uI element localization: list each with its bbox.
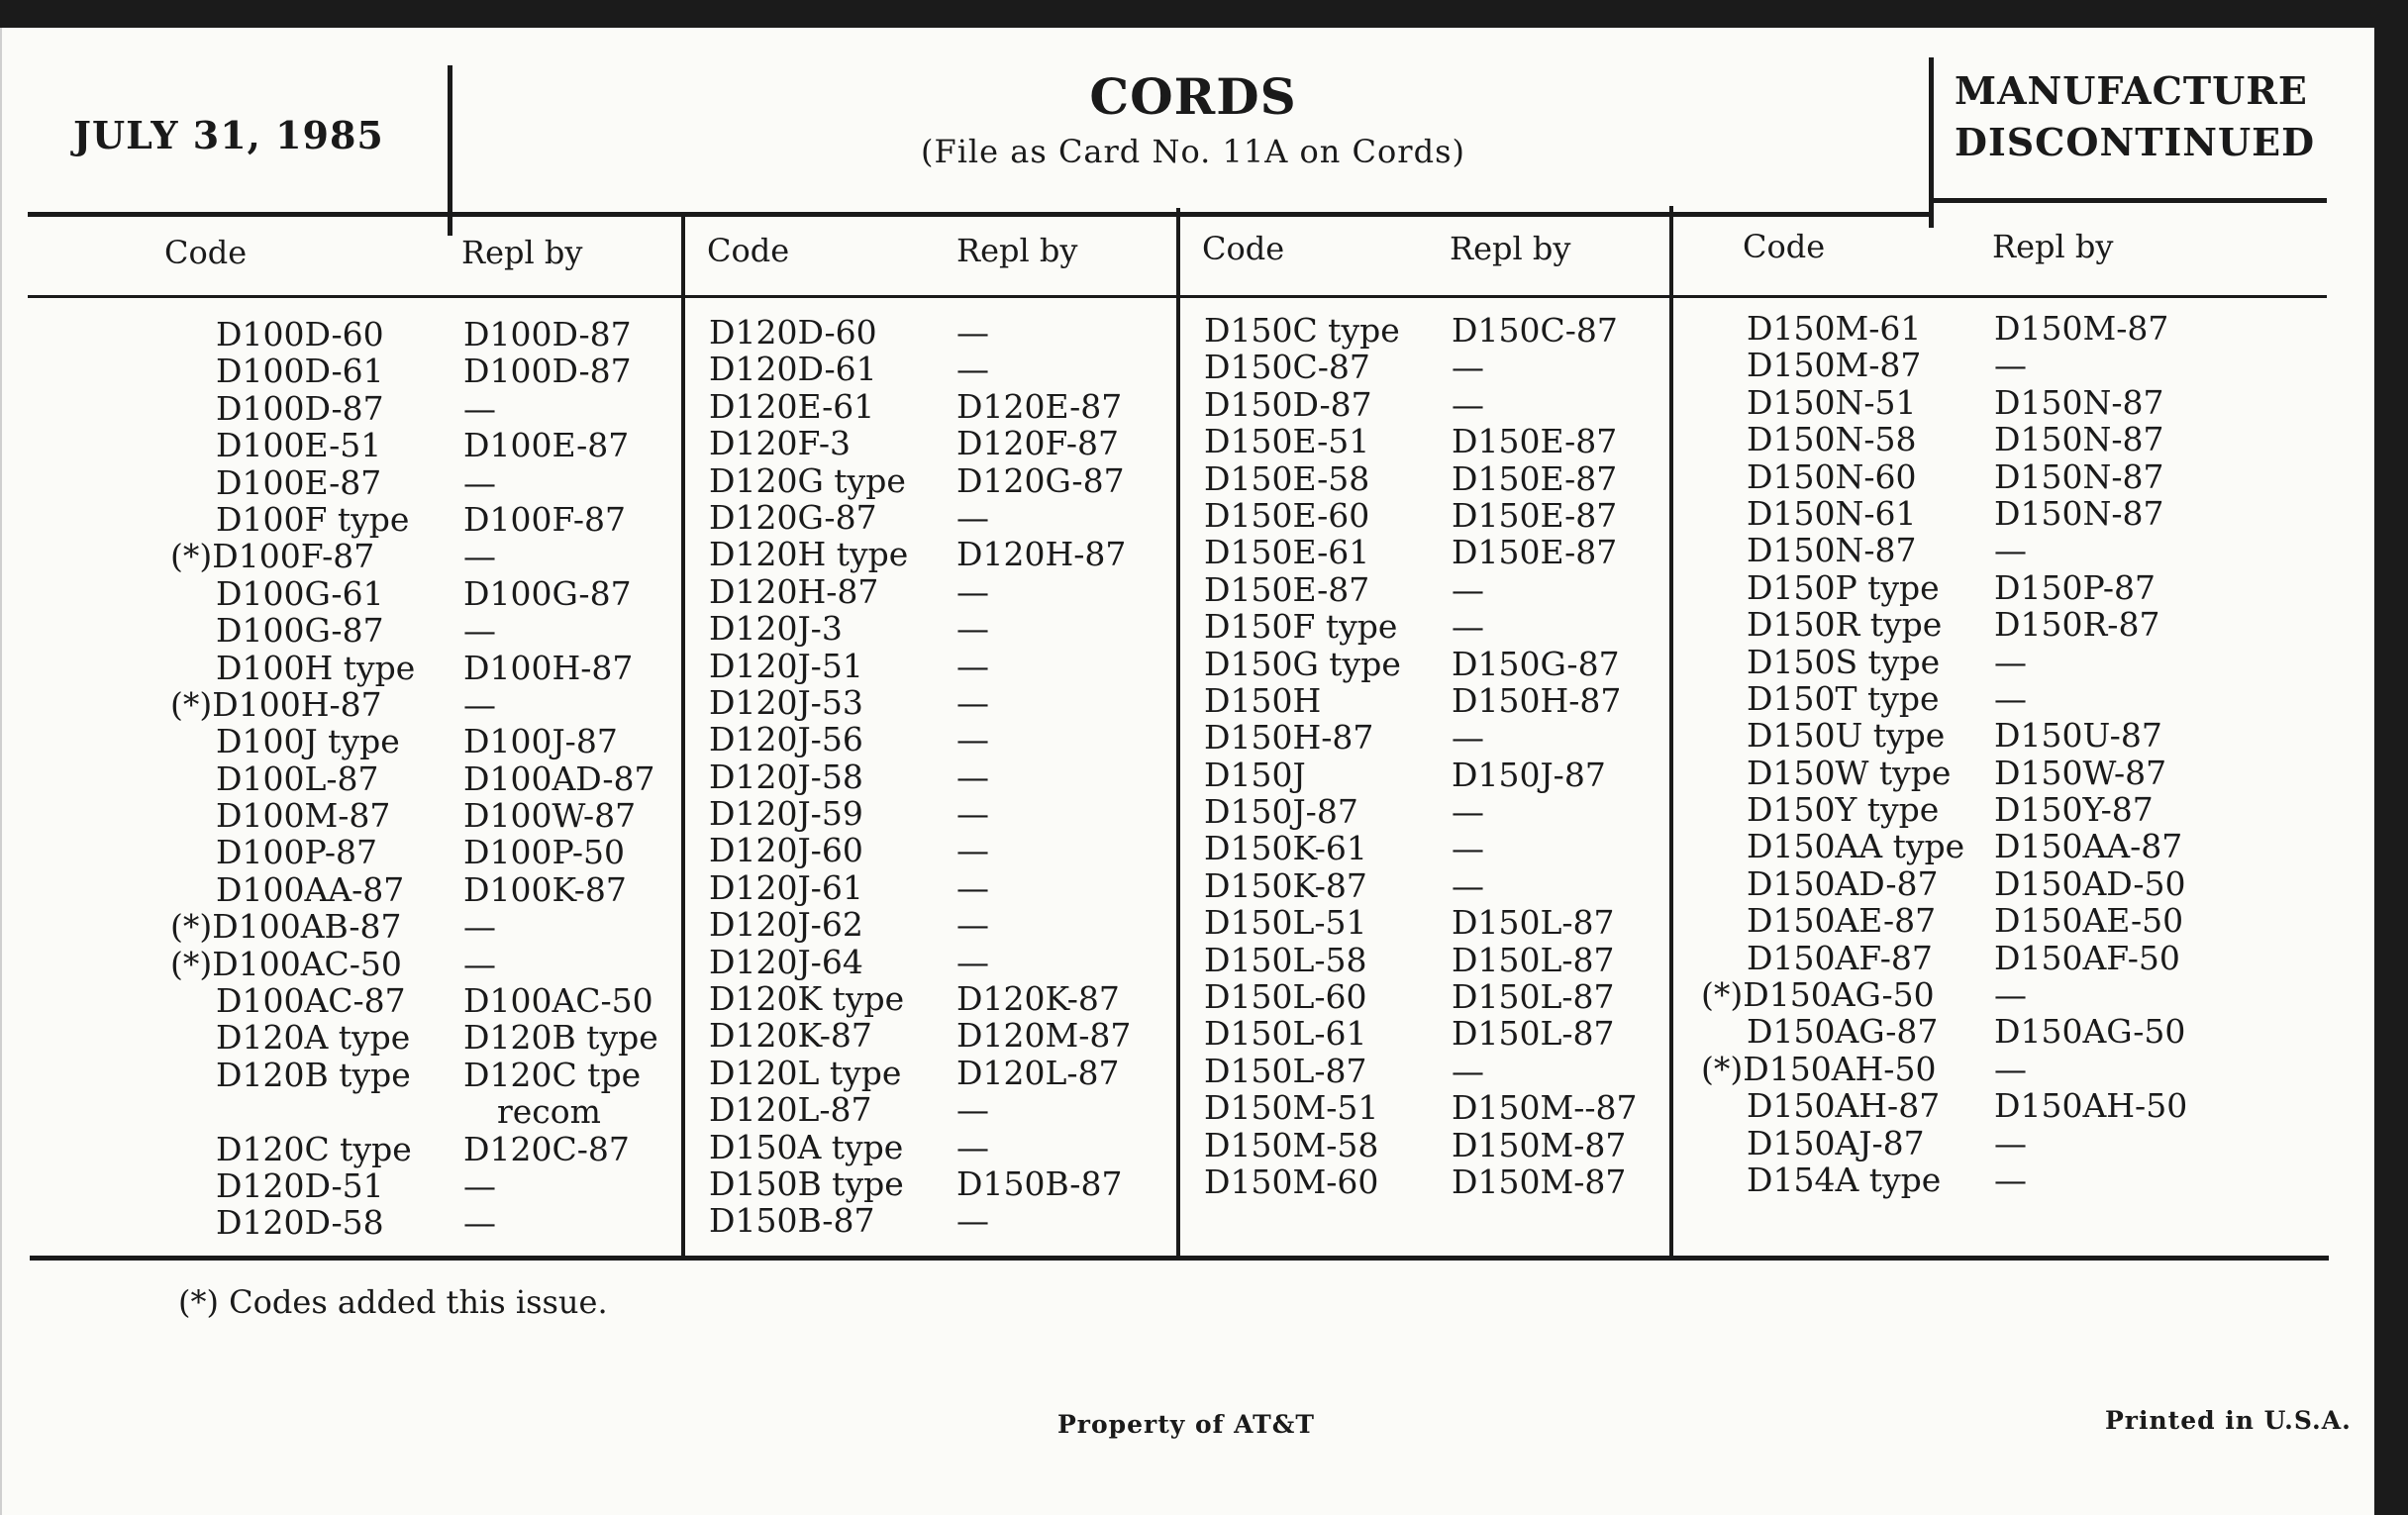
code-cell: D150S type (1747, 642, 1941, 681)
code-cell: D154A type (1747, 1160, 1942, 1199)
replacement-cell: — (1452, 865, 1484, 905)
code-cell: D150J-87 (1204, 792, 1358, 832)
replacement-cell: — (1994, 1049, 2027, 1088)
replacement-cell: D120F-87 (956, 424, 1120, 463)
replacement-cell: D150E-87 (1452, 458, 1618, 498)
code-cell: D150W type (1747, 753, 1952, 792)
replacement-cell: — (463, 388, 496, 428)
code-cell: D150E-60 (1204, 495, 1370, 535)
code-cell: (*)D100H-87 (170, 684, 382, 724)
replacement-cell: — (1452, 607, 1484, 647)
code-cell: D150AJ-87 (1747, 1123, 1925, 1162)
code-cell: D100P-87 (216, 833, 377, 872)
replacement-cell: — (956, 794, 989, 834)
replacement-cell: — (463, 611, 496, 651)
code-cell: D120E-61 (709, 386, 875, 426)
replacement-cell: — (1452, 348, 1484, 387)
replacement-cell: D120E-87 (956, 386, 1123, 426)
code-cell: D100G-61 (216, 573, 384, 613)
replacement-cell: — (956, 905, 989, 945)
replacement-cell: — (1994, 642, 2027, 681)
replacement-cell: D100F-87 (463, 499, 627, 539)
code-cell: D150M-60 (1204, 1162, 1379, 1201)
status-line-2: DISCONTINUED (1955, 120, 2316, 164)
code-cell: D150L-58 (1204, 940, 1367, 979)
replacement-cell: D150AD-50 (1994, 863, 2186, 903)
replacement-cell: D150E-87 (1452, 533, 1618, 572)
code-cell: D120J-61 (709, 867, 863, 907)
replacement-cell: — (1452, 718, 1484, 758)
replacement-cell: D150L-87 (1452, 903, 1615, 943)
code-cell: D150U type (1747, 716, 1946, 756)
code-cell: D150B-87 (709, 1201, 875, 1241)
code-cell: D150B type (709, 1163, 904, 1203)
code-cell: (*)D100AB-87 (170, 907, 402, 947)
table-divider-1 (681, 212, 685, 1260)
page-title: CORDS (1089, 67, 1297, 126)
col4-code-header: Code (1743, 228, 1826, 265)
code-cell: D150C type (1204, 311, 1400, 350)
replacement-cell: D150N-87 (1994, 420, 2164, 459)
code-cell: D100E-87 (216, 462, 382, 502)
code-cell: D150AH-87 (1747, 1086, 1941, 1126)
code-cell: D150AE-87 (1747, 901, 1937, 941)
code-cell: D100D-60 (216, 315, 384, 354)
code-cell: D120J-64 (709, 942, 863, 981)
col2-repl-header: Repl by (956, 232, 1078, 269)
replacement-cell: — (463, 537, 496, 576)
code-cell: D100AA-87 (216, 869, 405, 909)
replacement-cell: — (1994, 346, 2027, 385)
replacement-cell: — (1452, 569, 1484, 609)
replacement-cell: D150H-87 (1452, 680, 1622, 720)
replacement-cell: D150L-87 (1452, 940, 1615, 979)
replacement-cell: D150R-87 (1994, 605, 2160, 645)
code-cell: D120H type (709, 535, 909, 574)
code-cell: (*)D100AC-50 (170, 944, 402, 983)
code-cell: D120L-87 (709, 1090, 872, 1130)
code-cell: D150T type (1747, 678, 1940, 718)
code-cell: D150G type (1204, 644, 1401, 683)
code-cell: D150H (1204, 680, 1322, 720)
code-cell: D120G type (709, 460, 906, 500)
replacement-cell: — (956, 867, 989, 907)
code-cell: D150L-51 (1204, 903, 1367, 943)
replacement-cell: — (956, 720, 989, 759)
code-cell: D100L-87 (216, 758, 379, 798)
replacement-cell: D150AA-87 (1994, 827, 2183, 866)
replacement-cell: D120B type (463, 1018, 658, 1058)
printed-notice: Printed in U.S.A. (2105, 1406, 2352, 1435)
replacement-cell: D120C-87 (463, 1129, 630, 1168)
replacement-cell: — (956, 831, 989, 870)
code-cell: D150Y type (1747, 790, 1940, 830)
code-cell: D120J-59 (709, 794, 863, 834)
replacement-cell: D150L-87 (1452, 1014, 1615, 1054)
replacement-cell: D150J-87 (1452, 755, 1606, 794)
code-cell: D150E-58 (1204, 458, 1370, 498)
code-cell: D120K-87 (709, 1016, 872, 1056)
replacement-cell: — (956, 313, 989, 352)
replacement-cell: D150N-87 (1994, 493, 2164, 533)
replacement-cell: — (1452, 829, 1484, 868)
code-cell: D120A type (216, 1018, 411, 1058)
code-cell: D150N-60 (1747, 456, 1917, 496)
cords-card (0, 28, 2374, 1515)
code-cell: D120D-51 (216, 1165, 384, 1205)
replacement-cell: — (956, 1201, 989, 1241)
replacement-cell: — (956, 1127, 989, 1166)
code-cell: D120D-61 (709, 350, 877, 389)
replacement-cell: D100J-87 (463, 722, 618, 761)
replacement-cell: — (956, 646, 989, 685)
code-cell: D120G-87 (709, 497, 877, 537)
page-subtitle: (File as Card No. 11A on Cords) (921, 133, 1465, 170)
replacement-cell: — (463, 907, 496, 947)
code-cell: D120B type (216, 1055, 411, 1094)
replacement-cell: — (463, 462, 496, 502)
replacement-cell: D150U-87 (1994, 716, 2162, 756)
replacement-cell: D150M--87 (1452, 1088, 1638, 1128)
replacement-cell: D150E-87 (1452, 495, 1618, 535)
replacement-cell: D120C tpe (463, 1055, 642, 1094)
code-cell: D150M-51 (1204, 1088, 1379, 1128)
code-cell: D150L-61 (1204, 1014, 1367, 1054)
replacement-cell: — (463, 944, 496, 983)
code-cell: D150J (1204, 755, 1306, 794)
replacement-cell: — (956, 350, 989, 389)
replacement-cell: — (1452, 384, 1484, 424)
col1-repl-header: Repl by (461, 234, 583, 271)
footnote: (*) Codes added this issue. (178, 1283, 608, 1321)
replacement-cell: D100AC-50 (463, 981, 653, 1021)
replacement-cell: D150AF-50 (1994, 938, 2180, 977)
replacement-cell: D100H-87 (463, 648, 634, 687)
replacement-cell: — (956, 609, 989, 649)
code-cell: D100D-87 (216, 388, 384, 428)
replacement-cell: D150W-87 (1994, 753, 2167, 792)
replacement-cell: D150E-87 (1452, 422, 1618, 461)
code-cell: D150K-87 (1204, 865, 1367, 905)
status-line-1: MANUFACTURE (1955, 68, 2308, 113)
code-cell: D150F type (1204, 607, 1398, 647)
issue-date: JULY 31, 1985 (73, 113, 384, 157)
table-bottom-rule (30, 1256, 2329, 1261)
replacement-cell: D150L-87 (1452, 977, 1615, 1017)
col4-repl-header: Repl by (1992, 228, 2114, 265)
header-rule-left (28, 212, 1931, 217)
replacement-cell: D150M-87 (1994, 309, 2169, 348)
code-cell: D150H-87 (1204, 718, 1374, 758)
replacement-cell: — (1452, 1051, 1484, 1090)
code-cell: D120J-56 (709, 720, 863, 759)
code-cell: D150N-61 (1747, 493, 1917, 533)
code-cell: D150M-87 (1747, 346, 1922, 385)
code-cell: D150A type (709, 1127, 904, 1166)
replacement-cell: D150AG-50 (1994, 1012, 2186, 1052)
code-cell: D120J-51 (709, 646, 863, 685)
replacement-cell: D100K-87 (463, 869, 627, 909)
replacement-cell: — (463, 1165, 496, 1205)
replacement-cell: D150G-87 (1452, 644, 1620, 683)
replacement-cell: — (463, 684, 496, 724)
replacement-cell: D150N-87 (1994, 456, 2164, 496)
replacement-cell: D100D-87 (463, 315, 632, 354)
code-cell: D150L-60 (1204, 977, 1367, 1017)
code-cell: D120J-58 (709, 757, 863, 796)
replacement-cell: — (956, 682, 989, 722)
replacement-cell: — (956, 497, 989, 537)
replacement-cell: D150AE-50 (1994, 901, 2184, 941)
code-cell: D120J-3 (709, 609, 843, 649)
code-cell: D150M-58 (1204, 1125, 1379, 1164)
replacement-cell: D120M-87 (956, 1016, 1132, 1056)
replacement-cell: D120K-87 (956, 979, 1120, 1019)
code-cell: D120J-53 (709, 682, 863, 722)
replacement-cell: D150M-87 (1452, 1162, 1627, 1201)
col3-code-header: Code (1202, 230, 1285, 267)
code-cell: D150M-61 (1747, 309, 1922, 348)
code-cell: (*)D150AH-50 (1701, 1049, 1937, 1088)
header-rule-right (1929, 198, 2327, 203)
code-cell: D100G-87 (216, 611, 384, 651)
code-cell: D150P type (1747, 567, 1940, 607)
code-cell: D150AD-87 (1747, 863, 1939, 903)
replacement-cell: — (1994, 678, 2027, 718)
code-cell: D120J-62 (709, 905, 863, 945)
code-cell: D150E-87 (1204, 569, 1370, 609)
code-cell: D120D-58 (216, 1203, 384, 1243)
code-cell: D150L-87 (1204, 1051, 1367, 1090)
replacement-cell: D150B-87 (956, 1163, 1123, 1203)
code-cell: D150R type (1747, 605, 1943, 645)
table-divider-2 (1176, 208, 1180, 1260)
code-cell: D100AC-87 (216, 981, 406, 1021)
replacement-cell: — (463, 1203, 496, 1243)
code-cell: D120F-3 (709, 424, 852, 463)
replacement-cell: D100E-87 (463, 426, 630, 465)
replacement-cell: D100P-50 (463, 833, 625, 872)
replacement-cell: D100W-87 (463, 796, 637, 836)
replacement-cell: — (956, 1090, 989, 1130)
header-divider-left (448, 65, 452, 236)
code-cell: D120L type (709, 1053, 902, 1092)
code-cell: D150AF-87 (1747, 938, 1933, 977)
replacement-cell: D150C-87 (1452, 311, 1618, 350)
replacement-cell: — (1994, 1160, 2027, 1199)
replacement-cell: — (1452, 792, 1484, 832)
replacement-cell: — (956, 571, 989, 611)
col3-repl-header: Repl by (1450, 230, 1571, 267)
replacement-cell: — (1994, 975, 2027, 1015)
replacement-cell: D100D-87 (463, 352, 632, 391)
code-cell: D100H type (216, 648, 416, 687)
code-cell: D150AG-87 (1747, 1012, 1939, 1052)
code-cell: D150N-51 (1747, 382, 1917, 422)
replacement-cell: D150Y-87 (1994, 790, 2154, 830)
replacement-cell: recom (497, 1092, 601, 1132)
col1-code-header: Code (164, 234, 248, 271)
replacement-cell: — (956, 757, 989, 796)
code-cell: D120C type (216, 1129, 412, 1168)
col2-code-header: Code (707, 232, 790, 269)
replacement-cell: D120H-87 (956, 535, 1127, 574)
code-cell: D150E-51 (1204, 422, 1370, 461)
code-cell: (*)D100F-87 (170, 537, 375, 576)
replacement-cell: D150N-87 (1994, 382, 2164, 422)
replacement-cell: — (1994, 1123, 2027, 1162)
code-cell: (*)D150AG-50 (1701, 975, 1935, 1015)
replacement-cell: — (1994, 531, 2027, 570)
replacement-cell: D150M-87 (1452, 1125, 1627, 1164)
table-divider-3 (1669, 206, 1673, 1260)
code-cell: D100F type (216, 499, 410, 539)
replacement-cell: — (956, 942, 989, 981)
code-cell: D150D-87 (1204, 384, 1372, 424)
code-cell: D120K type (709, 979, 905, 1019)
code-cell: D100J type (216, 722, 400, 761)
code-cell: D150C-87 (1204, 348, 1370, 387)
code-cell: D100E-51 (216, 426, 382, 465)
replacement-cell: D100AD-87 (463, 758, 655, 798)
code-cell: D120D-60 (709, 313, 877, 352)
code-cell: D100M-87 (216, 796, 391, 836)
code-cell: D150N-87 (1747, 531, 1917, 570)
replacement-cell: D100G-87 (463, 573, 632, 613)
replacement-cell: D150AH-50 (1994, 1086, 2188, 1126)
status-label (1955, 65, 2315, 168)
replacement-cell: D150P-87 (1994, 567, 2156, 607)
property-notice: Property of AT&T (1057, 1410, 1315, 1439)
replacement-cell: D120G-87 (956, 460, 1125, 500)
replacement-cell: D120L-87 (956, 1053, 1120, 1092)
code-cell: D150N-58 (1747, 420, 1917, 459)
code-cell: D150E-61 (1204, 533, 1370, 572)
code-cell: D120J-60 (709, 831, 863, 870)
code-cell: D150AA type (1747, 827, 1965, 866)
code-cell: D100D-61 (216, 352, 384, 391)
code-cell: D150K-61 (1204, 829, 1367, 868)
code-cell: D120H-87 (709, 571, 879, 611)
